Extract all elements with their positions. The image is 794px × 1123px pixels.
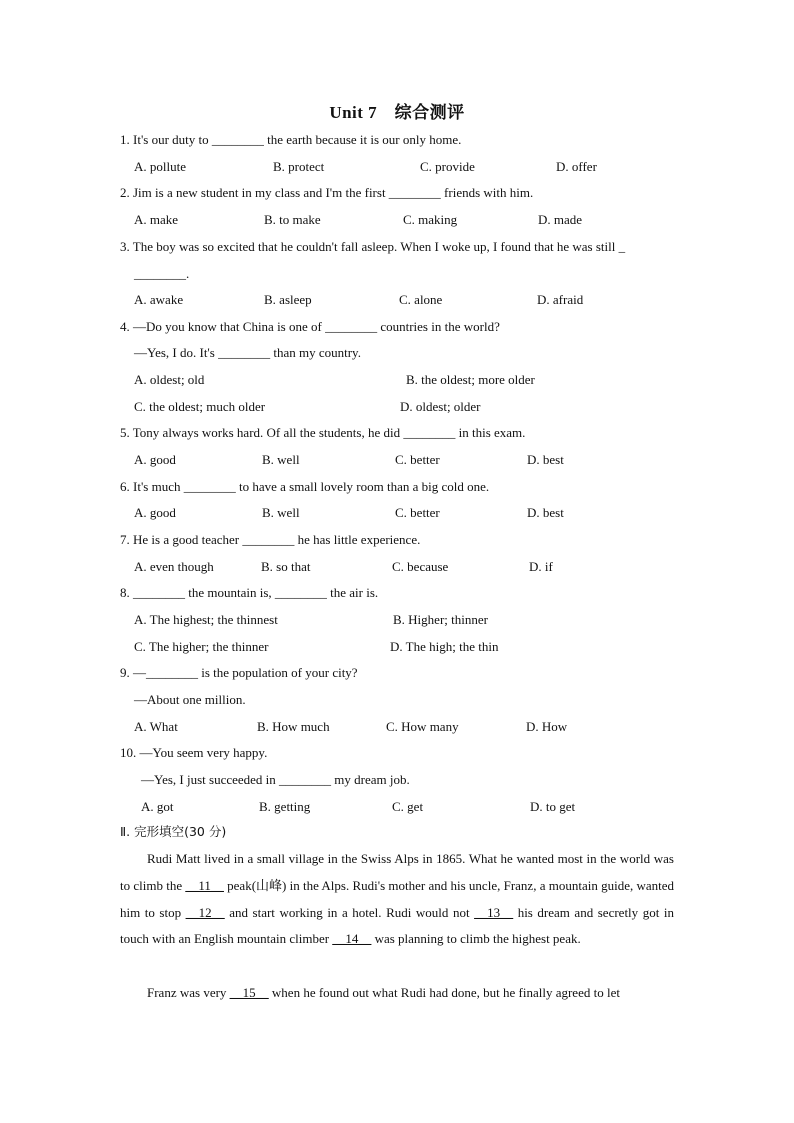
question-8-option-d: D. The high; the thin <box>390 639 499 654</box>
passage-text: was planning to climb the highest peak. <box>371 931 581 947</box>
passage-text: peak(山峰) in the Alps. Rudi's mother and his uncle, Franz, a mountain guide, wanted him to stop <box>120 877 675 920</box>
question-1-option-c: C. provide <box>420 159 475 174</box>
question-5-option-b: B. well <box>262 452 300 467</box>
question-7-option-a: A. even though <box>134 559 214 574</box>
cloze-blank-11: __11__ <box>185 877 224 893</box>
passage-text: and start working in a hotel. Rudi would not <box>224 904 475 920</box>
question-8-stem: 8. ________ the mountain is, ________ the air is. <box>120 585 379 600</box>
question-10-stem: 10. —You seem very happy. <box>120 745 268 760</box>
question-4-stem: 4. —Do you know that China is one of ________ countries in the world? <box>120 319 500 334</box>
question-2-option-d: D. made <box>538 212 583 227</box>
question-1-stem: 1. It's our duty to ________ the earth because it is our only home. <box>120 132 462 147</box>
question-10-option-d: D. to get <box>530 799 576 814</box>
cloze-blank-15: __15__ <box>229 985 269 1000</box>
question-7-option-c: C. because <box>392 559 449 574</box>
question-5-option-a: A. good <box>134 452 176 467</box>
question-7-option-d: D. if <box>529 559 553 574</box>
passage-text: Franz was very <box>147 985 230 1000</box>
question-2-option-a: A. make <box>134 212 179 227</box>
passage-text: when he found out what Rudi had done, but he finally agreed to let <box>268 985 620 1000</box>
question-3-option-a: A. awake <box>134 292 184 307</box>
section-heading: Ⅱ. 完形填空(30 分) <box>120 824 227 839</box>
passage-paragraph-1 <box>120 846 674 953</box>
question-1-option-a: A. pollute <box>134 159 186 174</box>
question-7-option-b: B. so that <box>261 559 311 574</box>
question-4-option-d: D. oldest; older <box>400 399 481 414</box>
question-3-option-b: B. asleep <box>264 292 312 307</box>
question-1-option-d: D. offer <box>556 159 597 174</box>
question-10-option-a: A. got <box>141 799 174 814</box>
question-9-option-d: D. How <box>526 719 568 734</box>
question-10-option-c: C. get <box>392 799 424 814</box>
question-5-option-c: C. better <box>395 452 440 467</box>
question-3-option-c: C. alone <box>399 292 443 307</box>
question-4-option-b: B. the oldest; more older <box>406 372 535 387</box>
question-6-stem: 6. It's much ________ to have a small lovely room than a big cold one. <box>120 479 490 494</box>
cloze-blank-14: __14__ <box>332 931 372 947</box>
passage-text: his dream and secretly got in touch with an English mountain climber <box>120 904 674 947</box>
question-3-option-d: D. afraid <box>537 292 584 307</box>
cloze-blank-12: __12__ <box>185 904 225 920</box>
question-6-option-b: B. well <box>262 505 300 520</box>
question-2-option-c: C. making <box>403 212 458 227</box>
question-2-option-b: B. to make <box>264 212 321 227</box>
question-8-option-b: B. Higher; thinner <box>393 612 488 627</box>
question-7-stem: 7. He is a good teacher ________ he has little experience. <box>120 532 421 547</box>
question-10-reply: —Yes, I just succeeded in ________ my dream job. <box>141 772 410 787</box>
question-5-stem: 5. Tony always works hard. Of all the students, he did ________ in this exam. <box>120 425 526 440</box>
question-9-option-a: A. What <box>134 719 178 734</box>
passage-paragraph-2 <box>120 980 674 1007</box>
question-10-option-b: B. getting <box>259 799 311 814</box>
question-1-option-b: B. protect <box>273 159 325 174</box>
question-6-option-a: A. good <box>134 505 176 520</box>
question-8-option-a: A. The highest; the thinnest <box>134 612 278 627</box>
question-4-option-c: C. the oldest; much older <box>134 399 266 414</box>
question-8-option-c: C. The higher; the thinner <box>134 639 269 654</box>
question-9-reply: —About one million. <box>134 692 246 707</box>
question-9-stem: 9. —________ is the population of your city? <box>120 665 358 680</box>
page-title: Unit 7 综合测评 <box>329 103 465 122</box>
question-3-stem-continued: ________. <box>134 266 190 281</box>
passage-text: Rudi Matt lived in a small village in the Swiss Alps in 1865. What he wanted most in the world was to climb the <box>120 851 674 893</box>
question-9-option-c: C. How many <box>386 719 459 734</box>
question-3-stem: 3. The boy was so excited that he couldn't fall asleep. When I woke up, I found that he was still _ <box>120 239 626 254</box>
question-9-option-b: B. How much <box>257 719 330 734</box>
question-2-stem: 2. Jim is a new student in my class and I'm the first ________ friends with him. <box>120 185 534 200</box>
question-4-reply: —Yes, I do. It's ________ than my country. <box>134 345 361 360</box>
question-4-option-a: A. oldest; old <box>134 372 205 387</box>
question-5-option-d: D. best <box>527 452 564 467</box>
question-6-option-c: C. better <box>395 505 440 520</box>
cloze-blank-13: __13__ <box>474 904 514 920</box>
question-6-option-d: D. best <box>527 505 564 520</box>
